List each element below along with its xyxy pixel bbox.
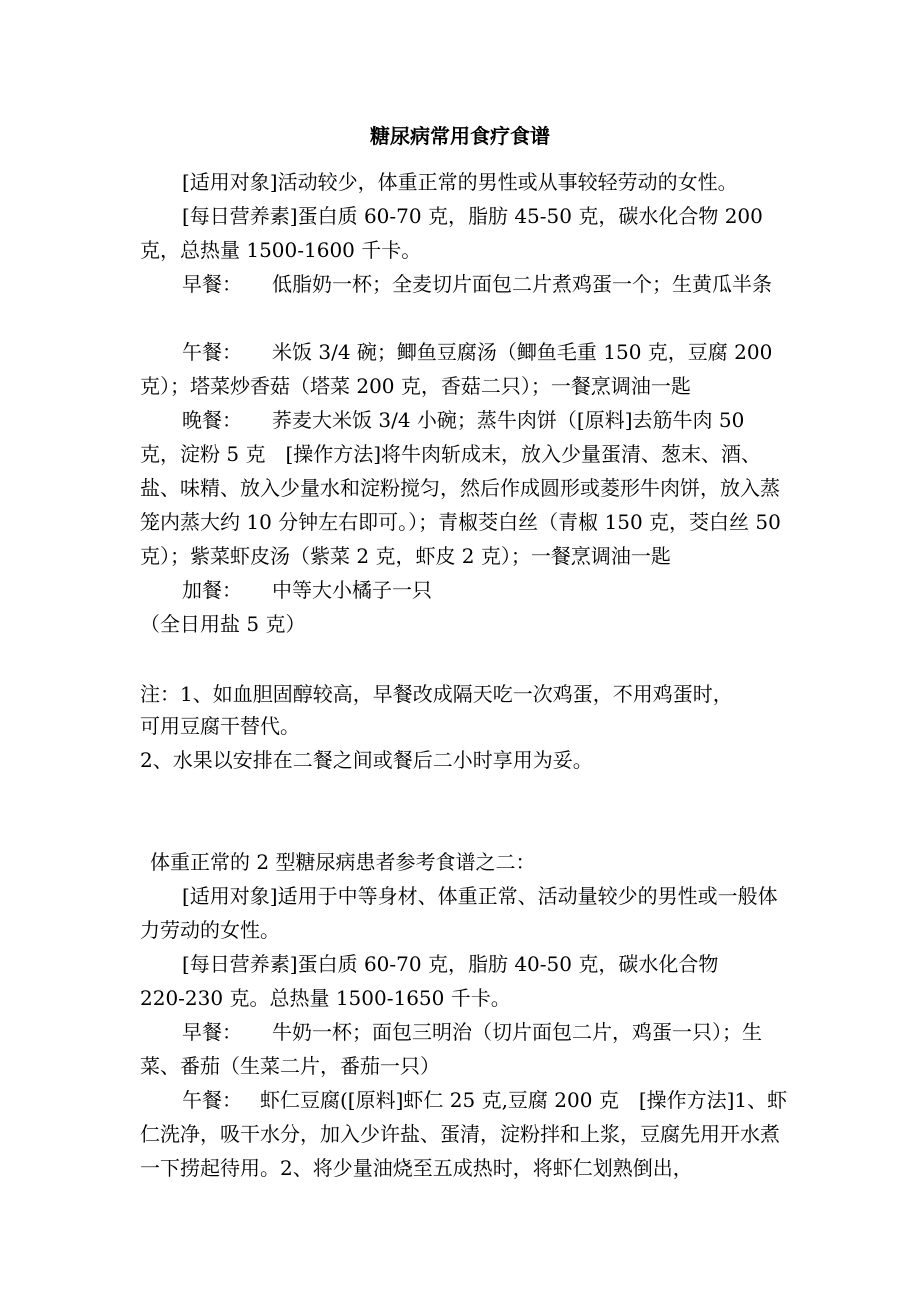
note-1-line-2: 可用豆腐干替代。	[140, 714, 300, 738]
note-1-line-1: 注：1、如血胆固醇较高，早餐改成隔天吃一次鸡蛋，不用鸡蛋时，	[140, 682, 733, 706]
section-2-target-audience: [适用对象]适用于中等身材、体重正常、活动量较少的男性或一般体力劳动的女性。	[140, 884, 778, 942]
daily-nutrients-paragraph: [每日营养素]蛋白质 60-70 克，脂肪 45-50 克，碳水化合物 200 克，总热量 1500-1600 千卡。	[140, 204, 763, 262]
daily-salt-note: （全日用盐 5 克）	[140, 612, 306, 636]
lunch-label: 午餐：	[182, 340, 242, 364]
snack-paragraph	[140, 573, 790, 607]
breakfast-label: 早餐：	[182, 272, 242, 296]
section-2-nutrients-line-1: [每日营养素]蛋白质 60-70 克，脂肪 40-50 克，碳水化合物	[182, 952, 719, 976]
snack-text: 中等大小橘子一只	[272, 578, 432, 602]
section-2-breakfast-label: 早餐：	[182, 1020, 242, 1044]
section-2-breakfast-text: 牛奶一杯；面包三明治（切片面包二片，鸡蛋一只）；生菜、番茄（生菜二片，番茄一只）	[140, 1020, 762, 1078]
target-audience-paragraph: [适用对象]活动较少，体重正常的男性或从事较轻劳动的女性。	[182, 170, 738, 194]
document-title: 糖尿病常用食疗食谱	[370, 124, 550, 148]
breakfast-paragraph	[140, 267, 790, 301]
section-2-lunch-text: 虾仁豆腐([原料]虾仁 25 克,豆腐 200 克 [操作方法]1、虾仁洗净，吸干水分，加入少许盐、蛋清，淀粉拌和上浆，豆腐先用开水煮一下捞起待用。2、将少量油烧至五成热时，将虾仁划熟倒出，	[140, 1088, 788, 1180]
dinner-text: 荞麦大米饭 3/4 小碗；蒸牛肉饼（[原料]去筋牛肉 50 克，淀粉 5 克 [操作方法]将牛肉斩成末，放入少量蛋清、葱末、酒、盐、味精、放入少量水和淀粉搅匀，然后作成圆形或菱形牛肉饼，放入蒸笼内蒸大约 10 分钟左右即可。）；青椒茭白丝（青椒 150 克，茭白丝 50 克）；紫菜虾皮汤（紫菜 2 克，虾皮 2 克）；一餐烹调油一匙	[140, 408, 781, 568]
section-2-breakfast-paragraph	[140, 1015, 790, 1083]
section-2-lunch-label: 午餐：	[182, 1088, 242, 1112]
snack-label: 加餐：	[182, 578, 242, 602]
section-2-nutrients-line-2: 220-230 克。总热量 1500-1650 千卡。	[140, 986, 511, 1010]
dinner-paragraph	[140, 403, 790, 573]
dinner-label: 晚餐：	[182, 408, 242, 432]
breakfast-text: 低脂奶一杯；全麦切片面包二片煮鸡蛋一个；生黄瓜半条	[272, 272, 772, 296]
section-2-lunch-paragraph	[140, 1083, 790, 1185]
section-2-title: 体重正常的 2 型糖尿病患者参考食谱之二：	[150, 850, 536, 874]
lunch-paragraph	[140, 335, 790, 403]
note-2: 2、水果以安排在二餐之间或餐后二小时享用为妥。	[140, 748, 593, 772]
lunch-text: 米饭 3/4 碗；鲫鱼豆腐汤（鲫鱼毛重 150 克，豆腐 200 克）；塔菜炒香菇（塔菜 200 克，香菇二只）；一餐烹调油一匙	[140, 340, 773, 398]
